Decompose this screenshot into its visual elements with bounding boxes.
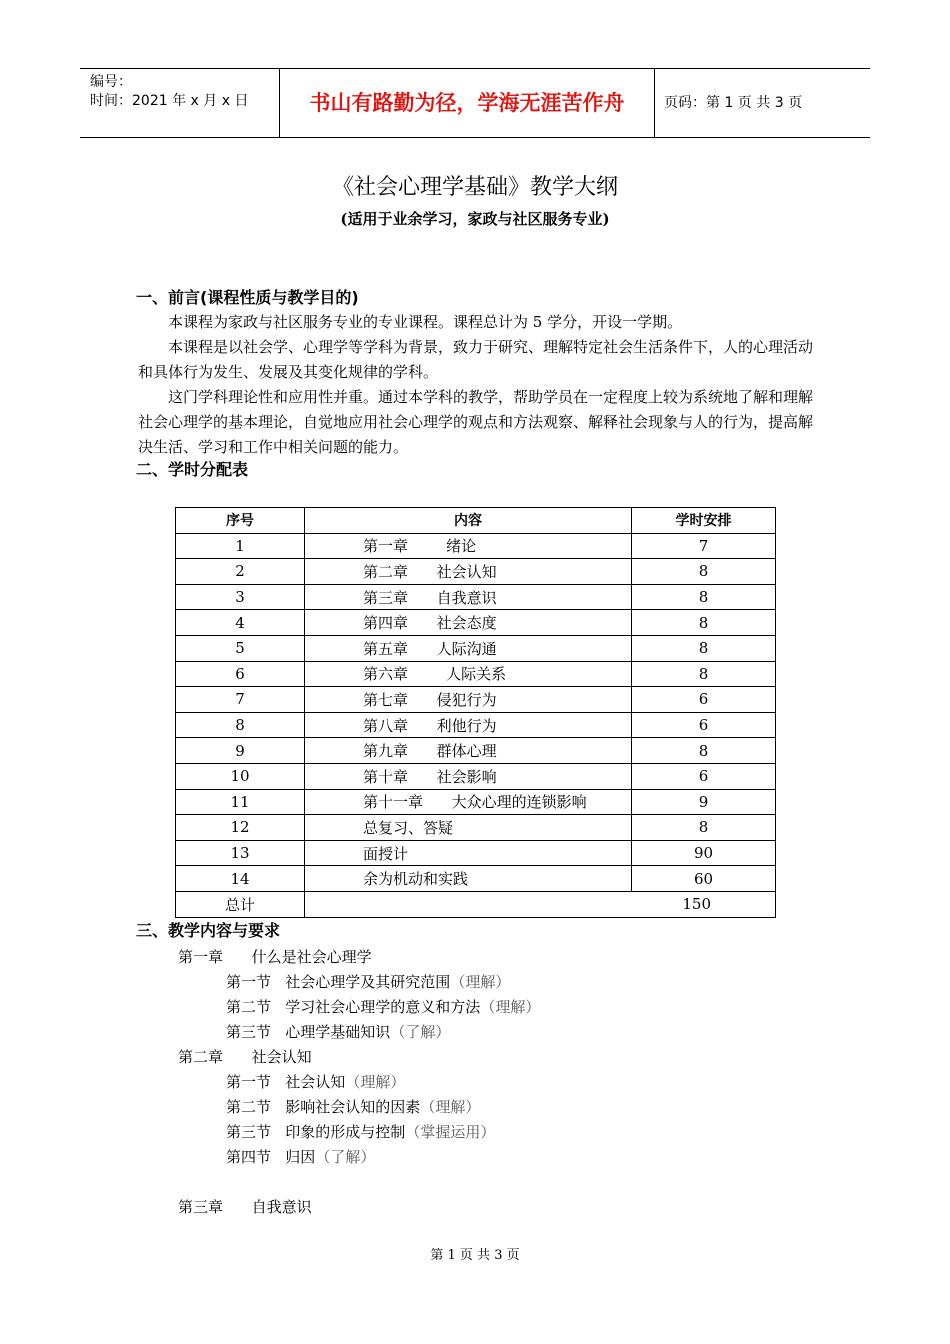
- outline-section-requirement: （掌握运用）: [405, 1123, 496, 1141]
- row-content: 第九章 群体心理: [305, 738, 632, 764]
- total-label: 总计: [176, 891, 305, 917]
- row-hours: 90: [632, 840, 776, 866]
- page-footer: 第 1 页 共 3 页: [430, 1248, 520, 1263]
- row-hours: 8: [632, 584, 776, 610]
- row-index: 14: [176, 866, 305, 892]
- outline-section-title: 第二节 影响社会认知的因素: [226, 1098, 421, 1116]
- row-content: 第五章 人际沟通: [305, 635, 632, 661]
- number-label: 编号：: [90, 74, 132, 90]
- row-index: 7: [176, 687, 305, 713]
- row-index: 11: [176, 789, 305, 815]
- row-hours: 6: [632, 712, 776, 738]
- row-index: 4: [176, 610, 305, 636]
- document-title: 《社会心理学基础》教学大纲: [331, 175, 618, 200]
- row-index: 8: [176, 712, 305, 738]
- section-heading-hours: 二、学时分配表: [136, 460, 249, 479]
- row-hours: 8: [632, 738, 776, 764]
- table-row: [176, 840, 776, 866]
- outline-section-title: 第四节 归因: [226, 1148, 316, 1166]
- outline-section-requirement: （理解）: [480, 998, 541, 1016]
- outline-section-requirement: （了解）: [315, 1148, 376, 1166]
- page-header: [80, 68, 870, 138]
- outline-section: [178, 1120, 540, 1145]
- row-content: 第十章 社会影响: [305, 763, 632, 789]
- row-hours: 6: [632, 687, 776, 713]
- outline-section: [178, 1095, 540, 1120]
- header-page-label: 页码：第 1 页 共 3 页: [664, 95, 803, 111]
- outline-section-requirement: （理解）: [420, 1098, 481, 1116]
- outline-section: [178, 995, 540, 1020]
- row-hours: 7: [632, 533, 776, 559]
- outline-section-title: 第二节 学习社会心理学的意义和方法: [226, 998, 481, 1016]
- time-label: 时间：2021 年 x 月 x 日: [90, 93, 249, 109]
- row-hours: 8: [632, 610, 776, 636]
- table-row: [176, 687, 776, 713]
- row-index: 12: [176, 815, 305, 841]
- table-row: [176, 712, 776, 738]
- table-row: [176, 661, 776, 687]
- preface-paragraph: 本课程为家政与社区服务专业的专业课程。课程总计为 5 学分，开设一学期。: [168, 313, 683, 331]
- outline-section-requirement: （理解）: [345, 1073, 406, 1091]
- row-content: 第四章 社会态度: [305, 610, 632, 636]
- outline-section: [178, 970, 540, 995]
- row-index: 1: [176, 533, 305, 559]
- outline-section-title: 第一节 社会心理学及其研究范围: [226, 973, 451, 991]
- table-row: [176, 738, 776, 764]
- table-row: [176, 533, 776, 559]
- row-hours: 9: [632, 789, 776, 815]
- outline-section: [178, 1145, 540, 1170]
- row-hours: 8: [632, 661, 776, 687]
- row-index: 13: [176, 840, 305, 866]
- header-meta: [80, 69, 280, 137]
- outline-gap: [178, 1170, 540, 1195]
- table-row: [176, 866, 776, 892]
- row-index: 5: [176, 635, 305, 661]
- row-index: 6: [176, 661, 305, 687]
- outline-chapter: 第一章 什么是社会心理学: [178, 948, 372, 966]
- outline-section-title: 第三节 印象的形成与控制: [226, 1123, 406, 1141]
- document-subtitle: (适用于业余学习，家政与社区服务专业): [340, 210, 610, 228]
- row-content: 第十一章 大众心理的连锁影响: [305, 789, 632, 815]
- table-row: [176, 635, 776, 661]
- row-content: 第八章 利他行为: [305, 712, 632, 738]
- content-outline: [178, 945, 540, 1220]
- section-heading-content: 三、教学内容与要求: [136, 921, 281, 940]
- outline-section: [178, 1020, 540, 1045]
- row-content: 余为机动和实践: [305, 866, 632, 892]
- table-total-row: [176, 891, 776, 917]
- header-index: 序号: [176, 508, 305, 534]
- table-row: [176, 763, 776, 789]
- row-content: 总复习、答疑: [305, 815, 632, 841]
- preface-body: [138, 310, 814, 460]
- row-index: 3: [176, 584, 305, 610]
- preface-paragraph: 本课程是以社会学、心理学等学科为背景，致力于研究、理解特定社会生活条件下，人的心理活动和具体行为发生、发展及其变化规律的学科。: [138, 338, 814, 381]
- header-motto: 书山有路勤为径，学海无涯苦作舟: [280, 69, 655, 137]
- table-row: [176, 610, 776, 636]
- hours-table: [175, 507, 776, 918]
- header-content: 内容: [305, 508, 632, 534]
- row-content: 第一章 绪论: [305, 533, 632, 559]
- preface-paragraph: 这门学科理论性和应用性并重。通过本学科的教学，帮助学员在一定程度上较为系统地了解和理解社会心理学的基本理论，自觉地应用社会心理学的观点和方法观察、解释社会现象与人的行为，提高解决生活、学习和工作中相关问题的能力。: [138, 388, 814, 456]
- outline-section-requirement: （了解）: [390, 1023, 451, 1041]
- table-row: [176, 789, 776, 815]
- total-value: 150: [305, 891, 776, 917]
- row-index: 10: [176, 763, 305, 789]
- outline-section: [178, 1070, 540, 1095]
- row-index: 9: [176, 738, 305, 764]
- row-hours: 60: [632, 866, 776, 892]
- outline-chapter: 第二章 社会认知: [178, 1048, 312, 1066]
- table-row: [176, 584, 776, 610]
- row-hours: 8: [632, 635, 776, 661]
- outline-section-requirement: （理解）: [450, 973, 511, 991]
- row-content: 第三章 自我意识: [305, 584, 632, 610]
- outline-chapter: 第三章 自我意识: [178, 1198, 312, 1216]
- row-content: 第七章 侵犯行为: [305, 687, 632, 713]
- row-hours: 8: [632, 815, 776, 841]
- row-content: 第六章 人际关系: [305, 661, 632, 687]
- row-hours: 8: [632, 559, 776, 585]
- row-content: 第二章 社会认知: [305, 559, 632, 585]
- outline-section-title: 第三节 心理学基础知识: [226, 1023, 391, 1041]
- section-heading-preface: 一、前言(课程性质与教学目的): [136, 288, 359, 307]
- table-row: [176, 815, 776, 841]
- row-hours: 6: [632, 763, 776, 789]
- header-hours: 学时安排: [632, 508, 776, 534]
- row-index: 2: [176, 559, 305, 585]
- outline-section-title: 第一节 社会认知: [226, 1073, 346, 1091]
- row-content: 面授计: [305, 840, 632, 866]
- table-header-row: [176, 508, 776, 534]
- table-row: [176, 559, 776, 585]
